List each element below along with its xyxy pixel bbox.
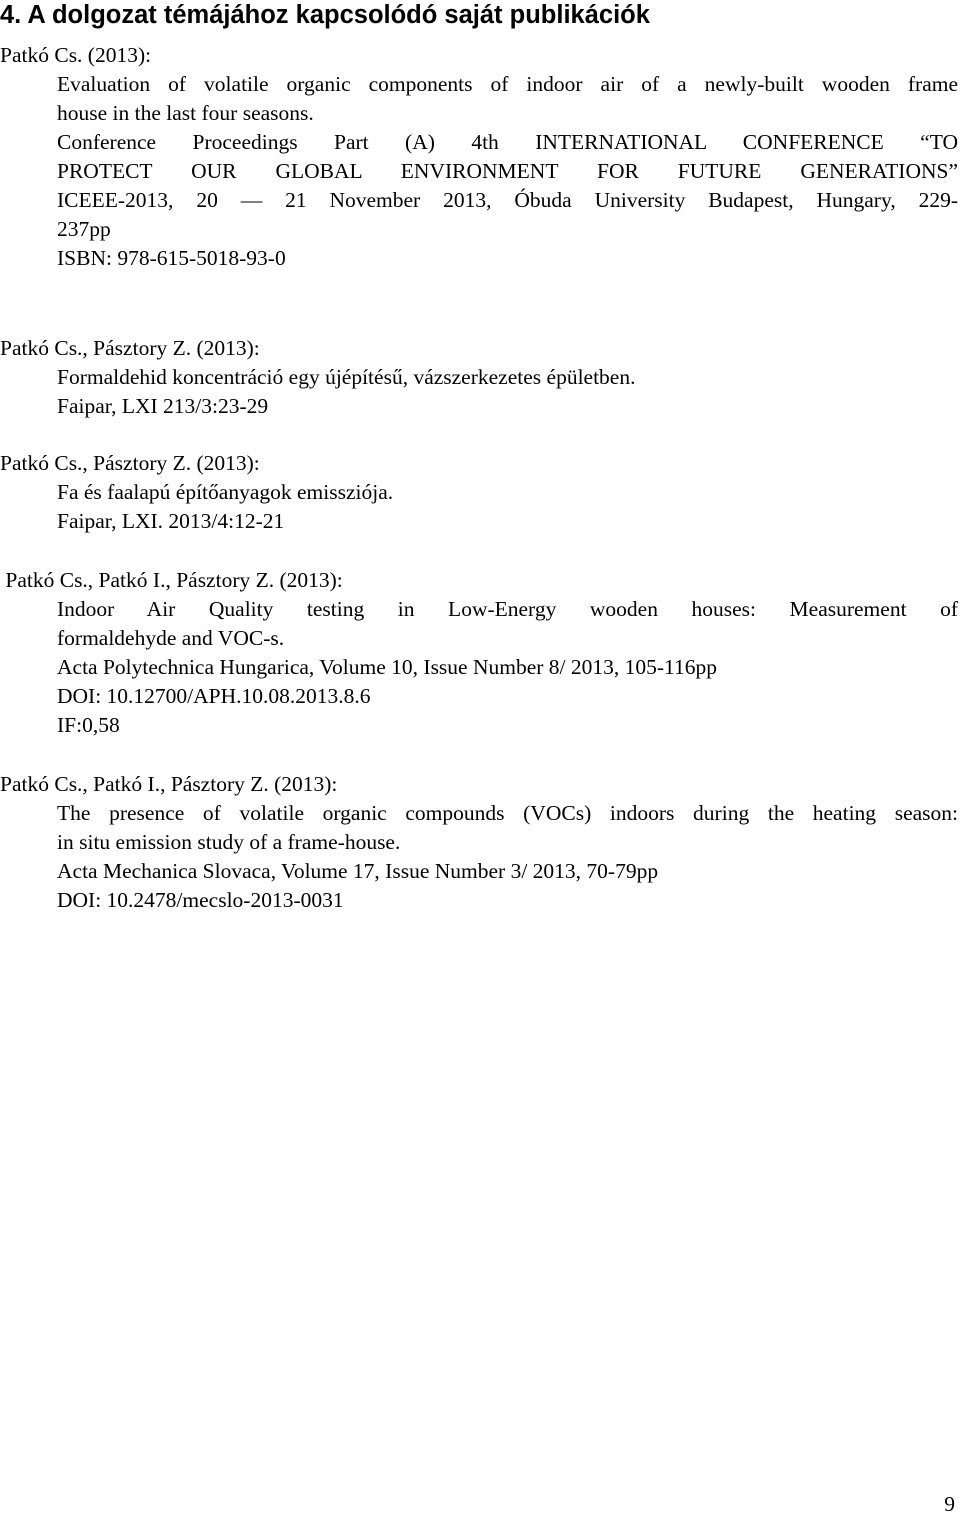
publication-title-line: Evaluation of volatile organic components of indoor air of a newly-built wooden frame	[57, 72, 958, 96]
publication-authors: Patkó Cs., Pásztory Z. (2013):	[0, 451, 260, 475]
publication-source-line: Conference Proceedings Part (A) 4th INTERNATIONAL CONFERENCE “TO	[57, 130, 958, 154]
publication-title-line: formaldehyde and VOC-s.	[57, 626, 285, 650]
publication-doi: DOI: 10.12700/APH.10.08.2013.8.6	[57, 684, 371, 708]
publication-source-line: PROTECT OUR GLOBAL ENVIRONMENT FOR FUTURE GENERATIONS”	[57, 159, 958, 183]
publication-entry	[0, 449, 958, 536]
publication-doi: DOI: 10.2478/mecslo-2013-0031	[57, 888, 344, 912]
page-number: 9	[944, 1492, 955, 1516]
publication-title-line: The presence of volatile organic compounds (VOCs) indoors during the heating season:	[57, 801, 958, 825]
publication-source-line: Acta Mechanica Slovaca, Volume 17, Issue Number 3/ 2013, 70-79pp	[57, 859, 659, 883]
publication-entry	[0, 770, 958, 915]
publication-title-line: house in the last four seasons.	[57, 101, 314, 125]
section-heading: 4. A dolgozat témájához kapcsolódó saját publikációk	[0, 1, 650, 29]
publication-source-line: Acta Polytechnica Hungarica, Volume 10, Issue Number 8/ 2013, 105-116pp	[57, 655, 718, 679]
publication-title-line: Indoor Air Quality testing in Low-Energy wooden houses: Measurement of	[57, 597, 958, 621]
publication-source-line: ICEEE-2013, 20 ― 21 November 2013, Óbuda University Budapest, Hungary, 229-	[57, 188, 958, 212]
publication-entry	[0, 566, 958, 740]
publication-authors: Patkó Cs. (2013):	[0, 43, 152, 67]
publication-impact-factor: IF:0,58	[57, 713, 120, 737]
publication-entry	[0, 334, 958, 421]
publication-source-line: Faipar, LXI 213/3:23-29	[57, 394, 269, 418]
publication-title-line: Fa és faalapú építőanyagok emissziója.	[57, 480, 394, 504]
publication-source-line: 237pp	[57, 217, 111, 241]
publication-source-line: Faipar, LXI. 2013/4:12-21	[57, 509, 285, 533]
publication-authors: Patkó Cs., Patkó I., Pásztory Z. (2013):	[0, 772, 338, 796]
publication-isbn: ISBN: 978-615-5018-93-0	[57, 246, 286, 270]
publication-authors: Patkó Cs., Pásztory Z. (2013):	[0, 336, 260, 360]
publication-authors: Patkó Cs., Patkó I., Pásztory Z. (2013):	[0, 568, 343, 592]
publication-entry	[0, 41, 958, 273]
publication-title-line: in situ emission study of a frame-house.	[57, 830, 401, 854]
publication-title-line: Formaldehid koncentráció egy újépítésű, vázszerkezetes épületben.	[57, 365, 636, 389]
